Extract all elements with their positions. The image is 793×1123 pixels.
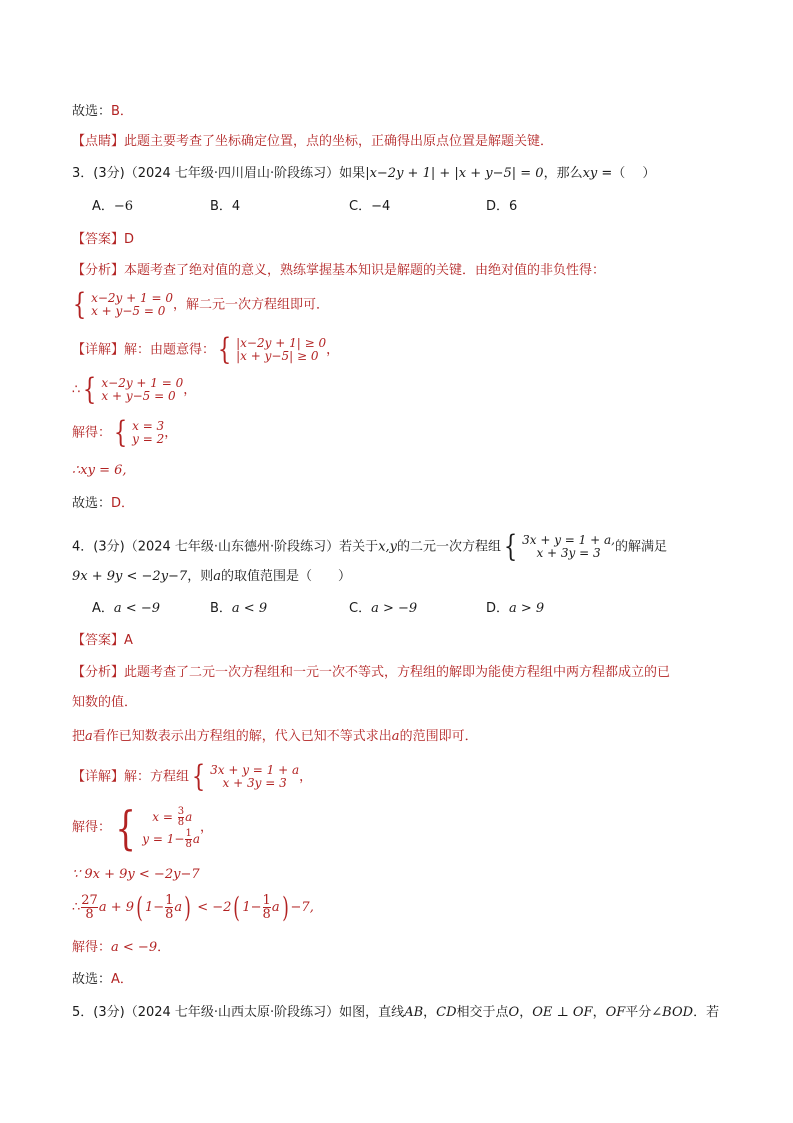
fraction-numerator: 1: [262, 893, 271, 908]
analysis-text: 把: [72, 729, 86, 744]
answer-line-q4: [72, 632, 133, 650]
equation: 3x + y = 1 + a,: [522, 533, 615, 547]
paren-open: (: [136, 890, 143, 924]
inequality-term: −7,: [290, 900, 314, 915]
analysis-text: 此题考查了二元一次方程组和一元一次不等式，方程组的解即为能使方程组中两方程都成立的已: [124, 665, 671, 680]
option-c[interactable]: [349, 600, 417, 618]
comment-line-q2: [72, 133, 553, 151]
option-label: C．: [349, 199, 372, 214]
stem-expression: |x−2y + 1| + |x + y−5| = 0: [365, 166, 544, 181]
stem-variable: AB: [404, 1005, 424, 1020]
comment-text: 此题主要考查了坐标确定位置，点的坐标，正确得出原点位置是解题关键．: [124, 134, 554, 149]
option-b[interactable]: [210, 198, 240, 216]
stem-text: 相交于点: [456, 1005, 509, 1020]
punct: ，: [164, 425, 178, 441]
inequality-term: 1−: [242, 900, 262, 915]
stem-variable: O: [508, 1005, 520, 1020]
punct: ．: [157, 940, 171, 955]
stem-text: 如图，直线: [339, 1005, 405, 1020]
stem-expression: ∠BOD: [651, 1005, 694, 1020]
equation: y = 1−: [142, 832, 185, 846]
analysis-line3-q4: [72, 728, 478, 746]
stem-text: =（ ）: [597, 166, 656, 181]
punct: ，: [326, 342, 340, 358]
fraction-denominator: 8: [185, 839, 192, 850]
detail-text: 解：由题意得：: [124, 342, 216, 358]
option-value: 4: [231, 199, 241, 214]
choice-value: B．: [111, 104, 133, 119]
answer-line-q3: [72, 231, 134, 249]
stem-variable: a: [213, 569, 221, 584]
option-label: D．: [486, 601, 510, 616]
option-value: a > −9: [371, 601, 418, 616]
analysis-line-q4: [72, 664, 670, 682]
option-label: B．: [210, 199, 232, 214]
fraction-numerator: 1: [185, 828, 192, 839]
fraction-denominator: 8: [177, 817, 185, 828]
equation: x + y−5 = 0: [91, 304, 166, 318]
inequality: |x + y−5| ≥ 0: [236, 349, 319, 363]
inequality-term: a + 9: [98, 900, 135, 915]
punct: ，: [183, 382, 197, 398]
paren-close: ): [281, 890, 289, 924]
fraction-denominator: 8: [85, 907, 94, 922]
punct: ，: [592, 1005, 606, 1020]
stem-expression: OE ⊥ OF: [532, 1005, 593, 1020]
answer-value: D: [124, 232, 135, 247]
question-number: 3．(3分): [72, 166, 125, 181]
solve-label: 解得：: [72, 425, 112, 441]
option-value: −6: [113, 199, 134, 214]
stem-text: 如果: [339, 166, 366, 181]
equation: x =: [152, 810, 177, 824]
solve-line-q3: 解得： { x = 3 y = 2 ，: [72, 415, 178, 450]
stem-text: ，则: [187, 569, 214, 584]
final-answer: a < −9: [111, 940, 158, 955]
question-source: （2024 七年级·山东德州·阶段练习）: [124, 539, 340, 555]
solve-label: 解得：: [72, 940, 112, 955]
paren-close: ): [184, 890, 191, 924]
therefore-symbol: ∴: [72, 382, 81, 398]
stem-variable: xy: [582, 166, 598, 181]
answer-tag: 【答案】: [72, 232, 125, 247]
question-3-stem: [72, 165, 655, 183]
detail-tag: 【详解】: [72, 342, 125, 358]
option-value: −4: [371, 199, 391, 214]
answer-value: A: [124, 633, 133, 648]
solve-line-q4: 解得： { x = $\frac{3}{8}$ a y = 1− $\frac{1}{8}$ a ，: [72, 801, 213, 855]
option-value: a > 9: [509, 601, 545, 616]
equation-variable: a: [185, 810, 193, 824]
paren-open: (: [233, 890, 241, 924]
option-label: A．: [92, 601, 114, 616]
detail-line-q3: 【详解】解：由题意得： { |x−2y + 1| ≥ 0 |x + y−5| ≥ 0 ，: [72, 332, 340, 367]
equation: x + 3y = 3: [222, 776, 287, 790]
analysis-text: ，解二元一次方程组即可．: [172, 297, 329, 313]
stem-text: 的取值范围是（ ）: [221, 569, 352, 584]
option-b[interactable]: [210, 600, 267, 618]
therefore-line-q3: ∴ { x−2y + 1 = 0 x + y−5 = 0 ，: [72, 372, 197, 407]
system-1: { x−2y + 1 = 0 x + y−5 = 0 ，解二元一次方程组即可．: [72, 287, 329, 322]
comment-tag: 【点睛】: [72, 134, 125, 149]
option-value: a < −9: [113, 601, 160, 616]
choice-line-q4: [72, 971, 133, 989]
detail-tag: 【详解】: [72, 769, 125, 785]
equation: x−2y + 1 = 0: [91, 291, 173, 305]
inequality-variable: a: [174, 900, 183, 915]
option-value: a < 9: [231, 601, 268, 616]
option-label: C．: [349, 601, 372, 616]
inequality-line-q4: [72, 890, 314, 924]
stem-text: ，那么: [543, 166, 583, 181]
stem-text: 若关于: [339, 539, 379, 555]
stem-variable: x,y: [378, 539, 397, 555]
detail-line-q4: 【详解】解：方程组 { 3x + y = 1 + a x + 3y = 3 ，: [72, 759, 313, 794]
option-d[interactable]: [486, 198, 517, 216]
question-4-stem-line2: [72, 568, 351, 586]
inequality-variable: a: [271, 900, 280, 915]
punct: ，: [199, 820, 213, 835]
stem-text: 的二元一次方程组: [397, 539, 502, 555]
analysis-tag: 【分析】: [72, 665, 125, 680]
inequality-term: < −2: [193, 900, 232, 915]
choice-label: 故选：: [72, 496, 112, 511]
option-label: A．: [92, 199, 114, 214]
fraction-numerator: 27: [81, 893, 98, 908]
stem-variable: OF: [605, 1005, 626, 1020]
analysis-variable: a: [391, 729, 400, 744]
analysis-variable: a: [85, 729, 93, 744]
result-line-q3: ∴xy = 6,: [72, 463, 127, 478]
stem-text: ．若: [693, 1005, 720, 1020]
question-source: （2024 七年级·四川眉山·阶段练习）: [124, 166, 340, 181]
option-a[interactable]: [92, 600, 160, 618]
answer-tag: 【答案】: [72, 633, 125, 648]
choice-value: A．: [111, 972, 133, 987]
choice-line-q3: [72, 495, 134, 513]
fraction-denominator: 8: [165, 907, 174, 922]
equation: x = 3: [132, 419, 165, 433]
option-value: 6: [509, 199, 518, 214]
choice-label: 故选：: [72, 972, 112, 987]
stem-expression: 9x + 9y < −2y−7: [72, 569, 188, 584]
stem-text: 平分: [625, 1005, 652, 1020]
fraction-denominator: 8: [262, 907, 271, 922]
stem-variable: CD: [436, 1005, 457, 1020]
analysis-tag: 【分析】: [72, 263, 125, 278]
analysis-line2-q4: 知数的值．: [72, 695, 138, 710]
option-c[interactable]: [349, 198, 390, 216]
punct: ，: [519, 1005, 533, 1020]
analysis-text: 本题考查了绝对值的意义，熟练掌握基本知识是解题的关键．由绝对值的非负性得：: [124, 263, 606, 278]
question-4-stem: 4．(3分)（2024 七年级·山东德州·阶段练习）若关于x,y的二元一次方程组 { 3x + y = 1 + a, x + 3y = 3 的解满足: [72, 529, 667, 564]
fraction-numerator: 1: [165, 893, 174, 908]
analysis-text: 的范围即可．: [399, 729, 478, 744]
option-a[interactable]: [92, 198, 133, 216]
inequality: |x−2y + 1| ≥ 0: [236, 336, 327, 350]
because-line-q4: ∵ 9x + 9y < −2y−7: [72, 867, 200, 882]
equation: 3x + y = 1 + a: [210, 763, 300, 777]
stem-text: 的解满足: [614, 539, 667, 555]
option-label: D．: [486, 199, 510, 214]
inequality-term: 1−: [144, 900, 165, 915]
therefore-symbol: ∴: [72, 900, 81, 915]
fraction-numerator: 3: [177, 806, 185, 817]
analysis-line-q3: [72, 262, 605, 280]
punct: ，: [299, 769, 313, 785]
solve-label: 解得：: [72, 820, 112, 835]
equation: x−2y + 1 = 0: [101, 376, 184, 390]
equation: x + 3y = 3: [536, 546, 601, 560]
choice-value: D．: [111, 496, 135, 511]
question-source: （2024 七年级·山西太原·阶段练习）: [124, 1005, 340, 1020]
equation-variable: a: [192, 832, 200, 846]
choice-line-q2: [72, 103, 133, 121]
question-number: 5．(3分): [72, 1005, 125, 1020]
choice-label: 故选：: [72, 104, 112, 119]
punct: ，: [423, 1005, 437, 1020]
option-d[interactable]: [486, 600, 544, 618]
equation: x + y−5 = 0: [101, 389, 176, 403]
detail-text: 解：方程组: [124, 769, 190, 785]
question-5-stem: [72, 1004, 719, 1022]
analysis-text: 看作已知数表示出方程组的解，代入已知不等式求出: [92, 729, 392, 744]
question-number: 4．(3分): [72, 539, 125, 555]
equation: y = 2: [132, 432, 165, 446]
final-line-q4: [72, 939, 170, 957]
option-label: B．: [210, 601, 232, 616]
